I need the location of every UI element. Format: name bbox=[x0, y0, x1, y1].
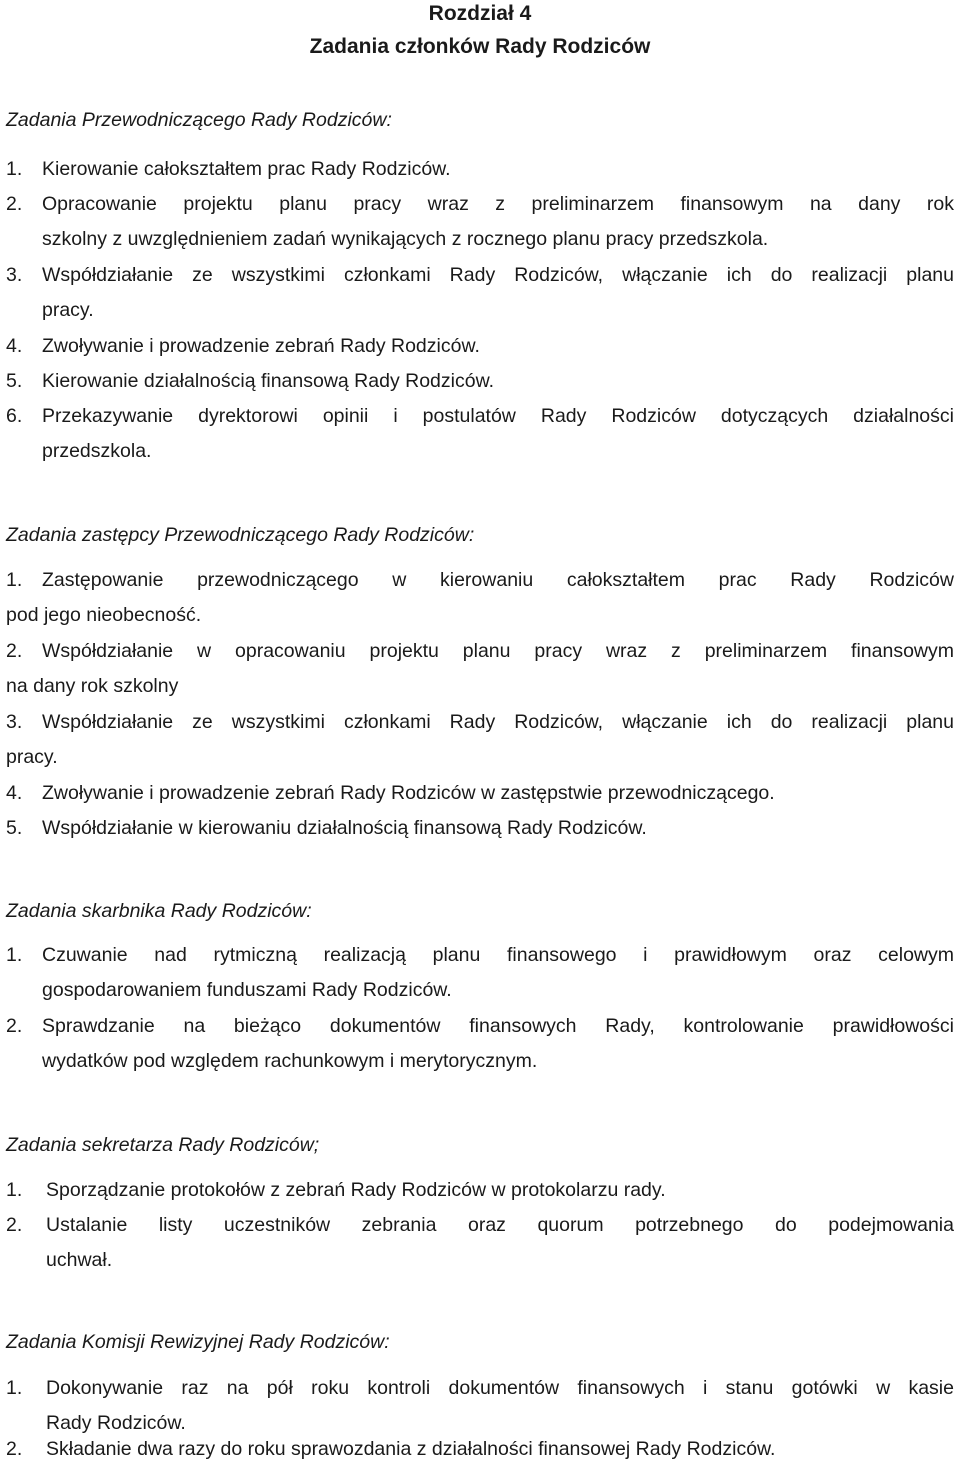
list-item bbox=[0, 1432, 960, 1464]
list-item bbox=[0, 1371, 960, 1441]
list-item bbox=[0, 1208, 960, 1278]
list-item-text-line1: Sprawdzanie na bieżąco dokumentów finansowych Rady, kontrolowanie prawidłowości bbox=[42, 1015, 954, 1037]
list-item bbox=[0, 364, 960, 399]
list-item-text-line2: na dany rok szkolny bbox=[6, 675, 179, 697]
list-item-number: 2. bbox=[6, 1015, 23, 1037]
section-heading-secretary: Zadania sekretarza Rady Rodziców; bbox=[6, 1134, 320, 1156]
list-item-number: 4. bbox=[6, 335, 23, 357]
list-item-text-line1: Współdziałanie ze wszystkimi członkami Rady Rodziców, włączanie ich do realizacji planu bbox=[42, 711, 954, 733]
list-item-text-line2: przedszkola. bbox=[42, 440, 152, 462]
list-item-number: 1. bbox=[6, 1377, 23, 1399]
list-item-number: 2. bbox=[6, 1438, 23, 1460]
list-item bbox=[6, 563, 954, 633]
list-item bbox=[0, 811, 960, 846]
list-item-text-line1: Czuwanie nad rytmiczną realizacją planu finansowego i prawidłowym oraz celowym bbox=[42, 944, 954, 966]
list-item-text: Kierowanie działalnością finansową Rady Rodziców. bbox=[42, 370, 494, 392]
list-item-text: Sporządzanie protokołów z zebrań Rady Rodziców w protokolarzu rady. bbox=[46, 1179, 666, 1201]
chapter-title: Zadania członków Rady Rodziców bbox=[309, 35, 651, 58]
list-item-number: 5. bbox=[6, 817, 23, 839]
list-item-line1 bbox=[6, 563, 954, 598]
section-heading-treasurer: Zadania skarbnika Rady Rodziców: bbox=[6, 900, 312, 922]
list-item-text: Zwoływanie i prowadzenie zebrań Rady Rodziców w zastępstwie przewodniczącego. bbox=[42, 782, 775, 804]
chapter-label: Rozdział 4 bbox=[428, 2, 532, 25]
list-item bbox=[0, 776, 960, 811]
list-item bbox=[0, 329, 960, 364]
list-item-text: Zwoływanie i prowadzenie zebrań Rady Rodziców. bbox=[42, 335, 480, 357]
list-item-number: 4. bbox=[6, 782, 23, 804]
section-heading-audit-committee: Zadania Komisji Rewizyjnej Rady Rodziców: bbox=[6, 1331, 390, 1353]
list-item-text-line1: Współdziałanie ze wszystkimi członkami Rady Rodziców, włączanie ich do realizacji planu bbox=[42, 264, 954, 286]
list-item-text-line1: Zastępowanie przewodniczącego w kierowaniu całokształtem prac Rady Rodziców bbox=[42, 569, 954, 591]
list-item-text-line1: Dokonywanie raz na pół roku kontroli dokumentów finansowych i stanu gotówki w kasie bbox=[46, 1377, 954, 1399]
list-item-number: 1. bbox=[6, 158, 23, 180]
list-item-text-line2: pod jego nieobecność. bbox=[6, 604, 202, 626]
list-item-number: 2. bbox=[6, 193, 23, 215]
list-item bbox=[0, 258, 960, 328]
list-item-text-line2: Rady Rodziców. bbox=[46, 1412, 186, 1434]
list-item-number: 5. bbox=[6, 370, 23, 392]
list-item-number: 2. bbox=[6, 1214, 23, 1236]
list-item-number: 6. bbox=[6, 405, 23, 427]
list-item-line1 bbox=[6, 705, 954, 740]
list-item-text-line2: uchwał. bbox=[46, 1249, 113, 1271]
list-item-number: 1. bbox=[6, 944, 23, 966]
list-item-text-line1: Przekazywanie dyrektorowi opinii i postulatów Rady Rodziców dotyczących działalności bbox=[42, 405, 954, 427]
list-item-number: 1. bbox=[6, 569, 23, 591]
list-item-number: 2. bbox=[6, 640, 23, 662]
list-item-text: Kierowanie całokształtem prac Rady Rodziców. bbox=[42, 158, 451, 180]
list-item bbox=[0, 399, 960, 469]
list-item-text-line1: Ustalanie listy uczestników zebrania oraz quorum potrzebnego do podejmowania bbox=[46, 1214, 954, 1236]
list-item-text-line2: pracy. bbox=[6, 746, 58, 768]
list-item bbox=[0, 152, 960, 187]
list-item-text-line1: Opracowanie projektu planu pracy wraz z preliminarzem finansowym na dany rok bbox=[42, 193, 954, 215]
list-item-number: 3. bbox=[6, 711, 23, 733]
section-heading-vice-chairman: Zadania zastępcy Przewodniczącego Rady Rodziców: bbox=[6, 524, 475, 546]
list-item bbox=[0, 938, 960, 1008]
list-item-line1 bbox=[6, 634, 954, 669]
list-item bbox=[0, 187, 960, 257]
list-item-text: Współdziałanie w kierowaniu działalnością finansową Rady Rodziców. bbox=[42, 817, 647, 839]
list-item-text-line2: gospodarowaniem funduszami Rady Rodziców. bbox=[42, 979, 452, 1001]
section-heading-chairman: Zadania Przewodniczącego Rady Rodziców: bbox=[6, 109, 392, 131]
list-item-text-line2: pracy. bbox=[42, 299, 94, 321]
list-item bbox=[0, 1009, 960, 1079]
list-item-number: 1. bbox=[6, 1179, 23, 1201]
list-item bbox=[6, 634, 954, 704]
list-item-text-line2: szkolny z uwzględnieniem zadań wynikających z rocznego planu pracy przedszkola. bbox=[42, 228, 769, 250]
list-item-number: 3. bbox=[6, 264, 23, 286]
list-item bbox=[6, 705, 954, 775]
list-item-text: Składanie dwa razy do roku sprawozdania z działalności finansowej Rady Rodziców. bbox=[46, 1438, 776, 1460]
list-item-text-line1: Współdziałanie w opracowaniu projektu planu pracy wraz z preliminarzem finansowym bbox=[42, 640, 954, 662]
list-item bbox=[0, 1173, 960, 1208]
list-item-text-line2: wydatków pod względem rachunkowym i merytorycznym. bbox=[42, 1050, 538, 1072]
